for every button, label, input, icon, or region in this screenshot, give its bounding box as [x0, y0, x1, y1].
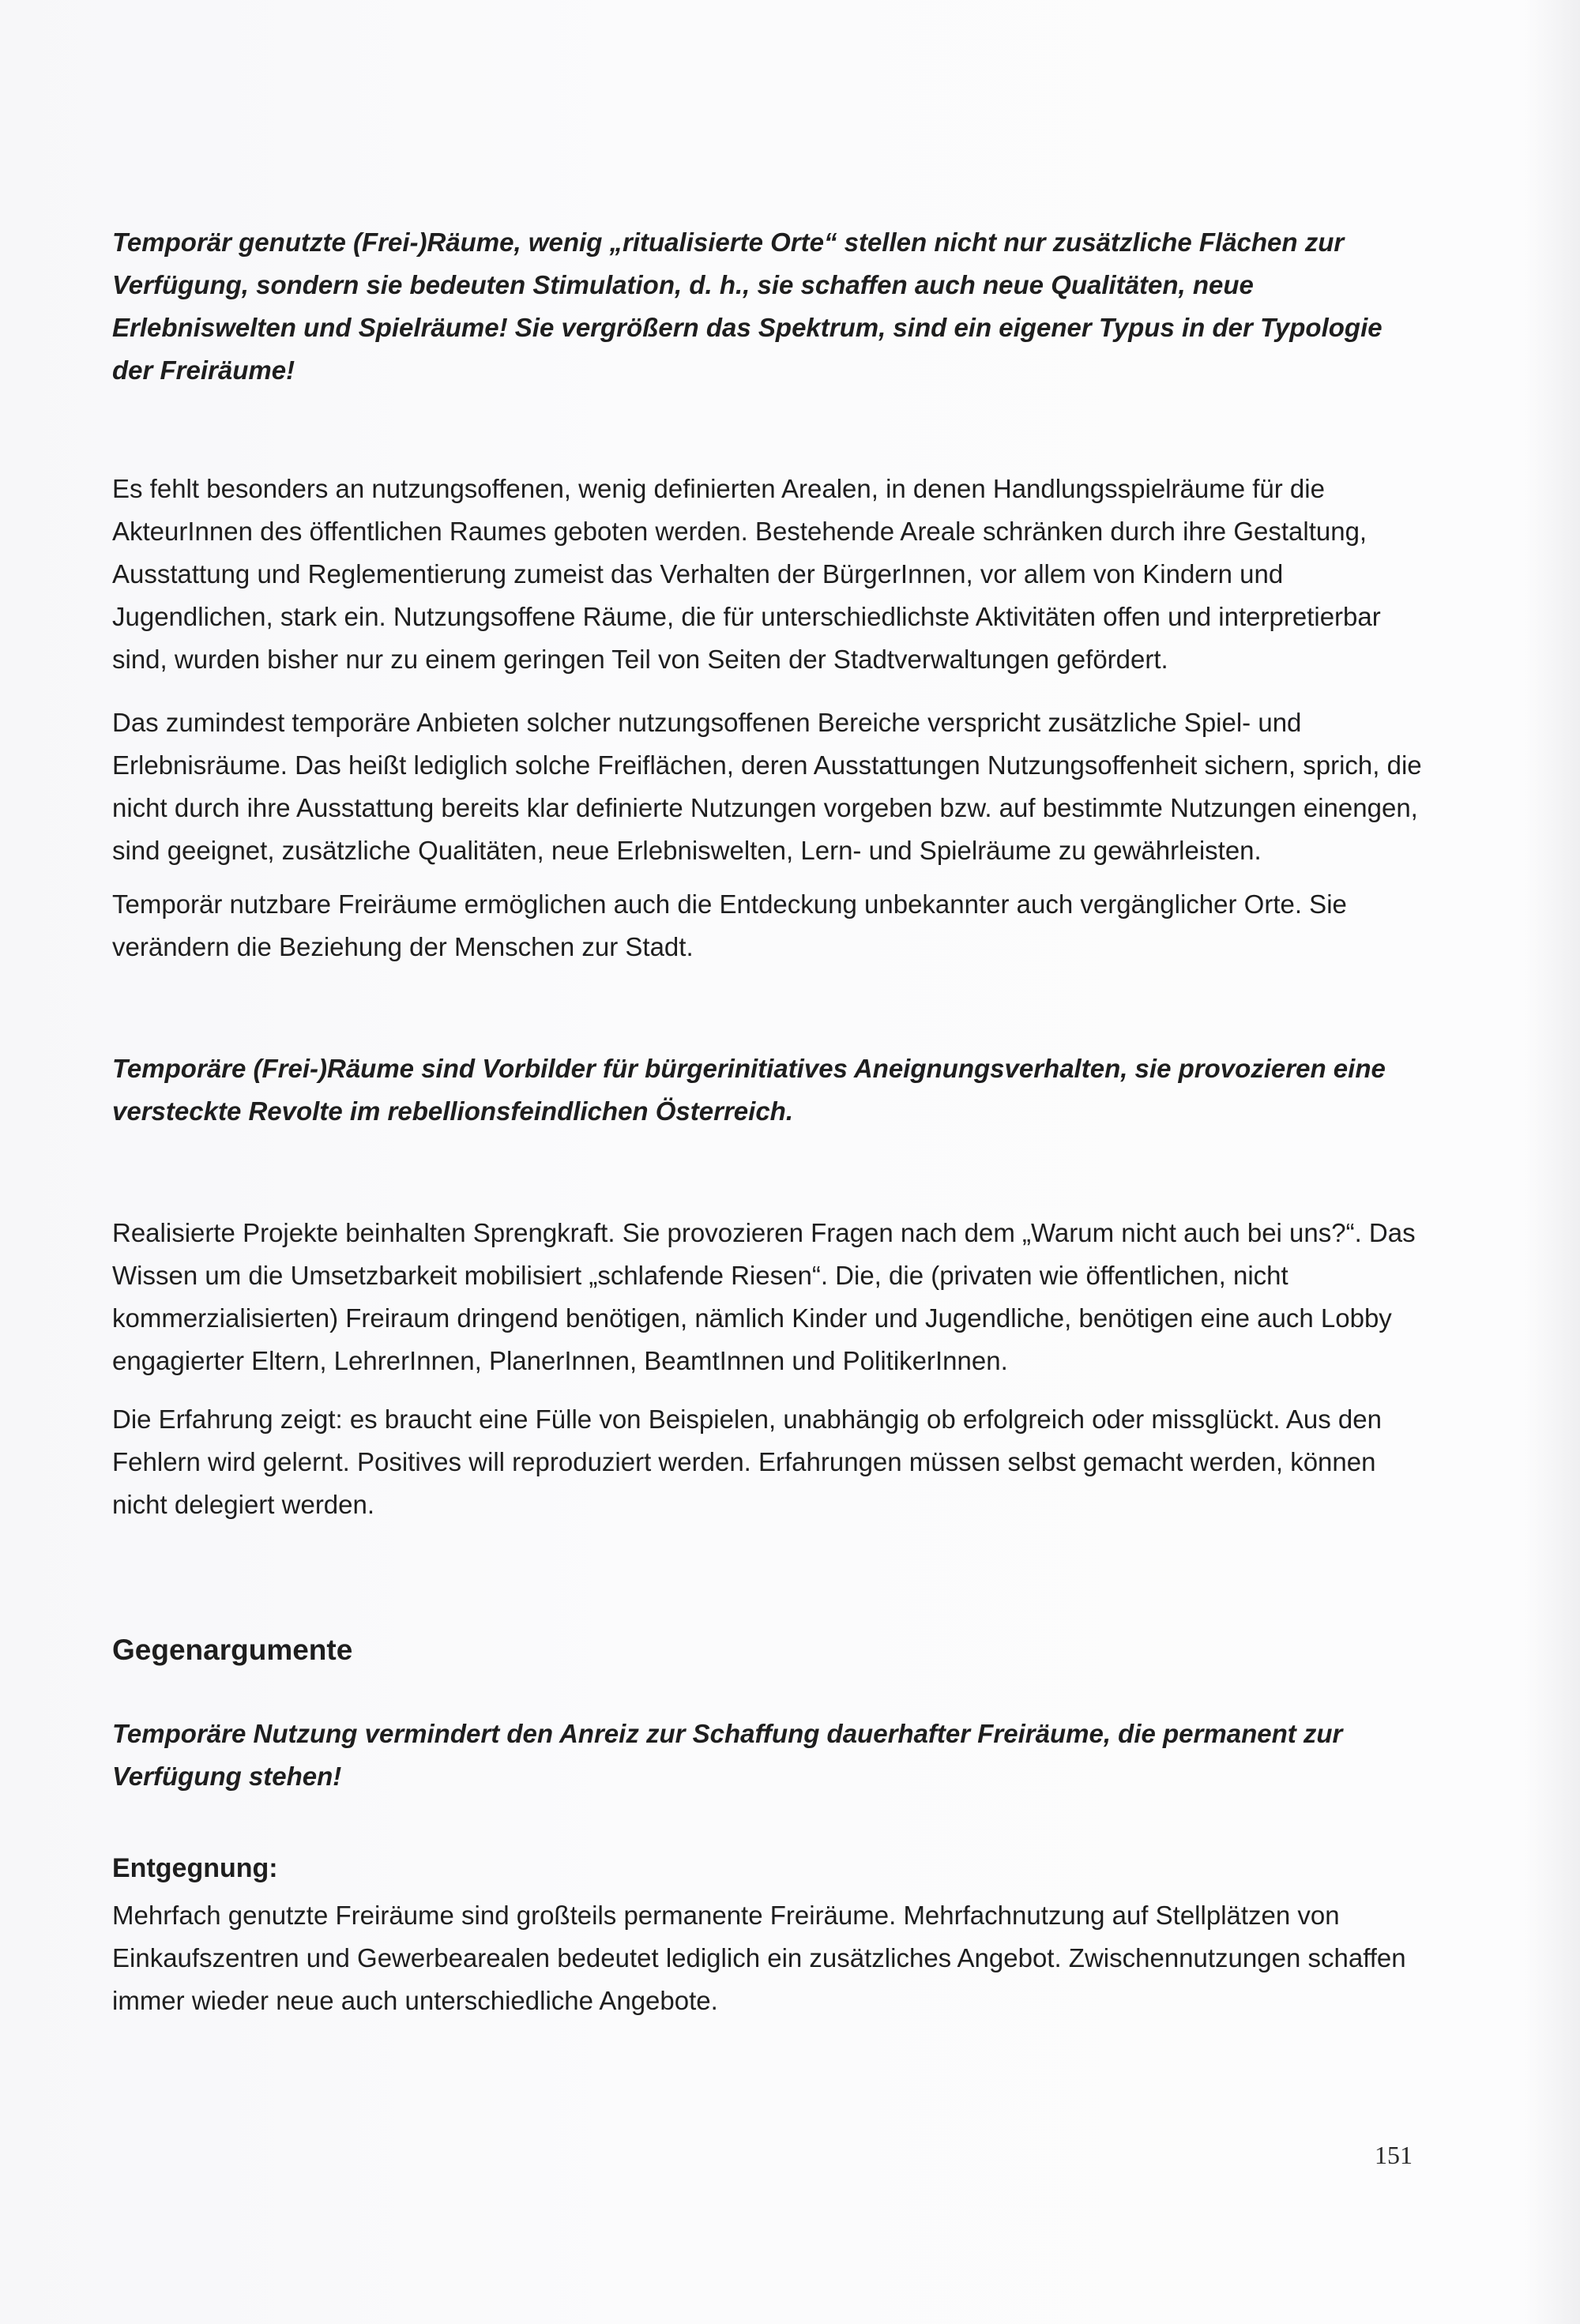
paragraph-5: Die Erfahrung zeigt: es braucht eine Fülle von Beispielen, unabhängig ob erfolgreich oder missglückt. Aus den Fehlern wird gelernt. Positives will reproduziert werden. Erfahrungen müssen selbst gemacht werden, können nicht delegiert werden.: [112, 1405, 1382, 1519]
section-heading: Gegenargumente: [112, 1634, 353, 1666]
paragraph-2: Das zumindest temporäre Anbieten solcher nutzungsoffenen Bereiche verspricht zusätzliche Spiel- und Erlebnisräume. Das heißt lediglich solche Freiflächen, deren Ausstattungen Nutzungsoffenheit sichern, sprich, die nicht durch ihre Ausstattung bereits klar definierte Nutzungen vorgeben bzw. auf bestimmte Nutzungen einengen, sind geeignet, zusätzliche Qualitäten, neue Erlebniswelten, Lern- und Spielräume zu gewährleisten.: [112, 708, 1422, 865]
page-number: 151: [1375, 2141, 1413, 2169]
emphasis-statement-2: Temporäre (Frei-)Räume sind Vorbilder für bürgerinitiatives Aneignungsverhalten, sie provozieren eine versteckte Revolte im rebellionsfeindlichen Österreich.: [112, 1054, 1386, 1126]
page-content: [112, 221, 1424, 2022]
emphasis-statement-3: Temporäre Nutzung vermindert den Anreiz zur Schaffung dauerhafter Freiräume, die permanent zur Verfügung stehen!: [112, 1719, 1343, 1791]
emphasis-statement-1: Temporär genutzte (Frei-)Räume, wenig „ritualisierte Orte“ stellen nicht nur zusätzliche Flächen zur Verfügung, sondern sie bedeuten Stimulation, d. h., sie schaffen auch neue Qualitäten, neue Erlebniswelten und Spielräume! Sie vergrößern das Spektrum, sind ein eigener Typus in der Typologie der Freiräume!: [112, 228, 1382, 385]
paragraph-4: Realisierte Projekte beinhalten Sprengkraft. Sie provozieren Fragen nach dem „Warum nicht auch bei uns?“. Das Wissen um die Umsetzbarkeit mobilisiert „schlafende Riesen“. Die, die (privaten wie öffentlichen, nicht kommerzialisierten) Freiraum dringend benötigen, nämlich Kinder und Jugendliche, benötigen eine auch Lobby engagierter Eltern, LehrerInnen, PlanerInnen, BeamtInnen und PolitikerInnen.: [112, 1218, 1416, 1375]
paragraph-3: Temporär nutzbare Freiräume ermöglichen auch die Entdeckung unbekannter auch vergänglicher Orte. Sie verändern die Beziehung der Menschen zur Stadt.: [112, 889, 1347, 961]
subheading-entgegnung: Entgegnung:: [112, 1853, 278, 1883]
paragraph-1: Es fehlt besonders an nutzungsoffenen, wenig definierten Arealen, in denen Handlungsspielräume für die AkteurInnen des öffentlichen Raumes geboten werden. Bestehende Areale schränken durch ihre Gestaltung, Ausstattung und Reglementierung zumeist das Verhalten der BürgerInnen, vor allem von Kindern und Jugendlichen, stark ein. Nutzungsoffene Räume, die für unterschiedlichste Aktivitäten offen und interpretierbar sind, wurden bisher nur zu einem geringen Teil von Seiten der Stadtverwaltungen gefördert.: [112, 474, 1381, 674]
page-edge-shadow: [1525, 0, 1580, 2324]
paragraph-6: Mehrfach genutzte Freiräume sind großteils permanente Freiräume. Mehrfachnutzung auf Stellplätzen von Einkaufszentren und Gewerbearealen bedeutet lediglich ein zusätzliches Angebot. Zwischennutzungen schaffen immer wieder neue auch unterschiedliche Angebote.: [112, 1901, 1406, 2015]
